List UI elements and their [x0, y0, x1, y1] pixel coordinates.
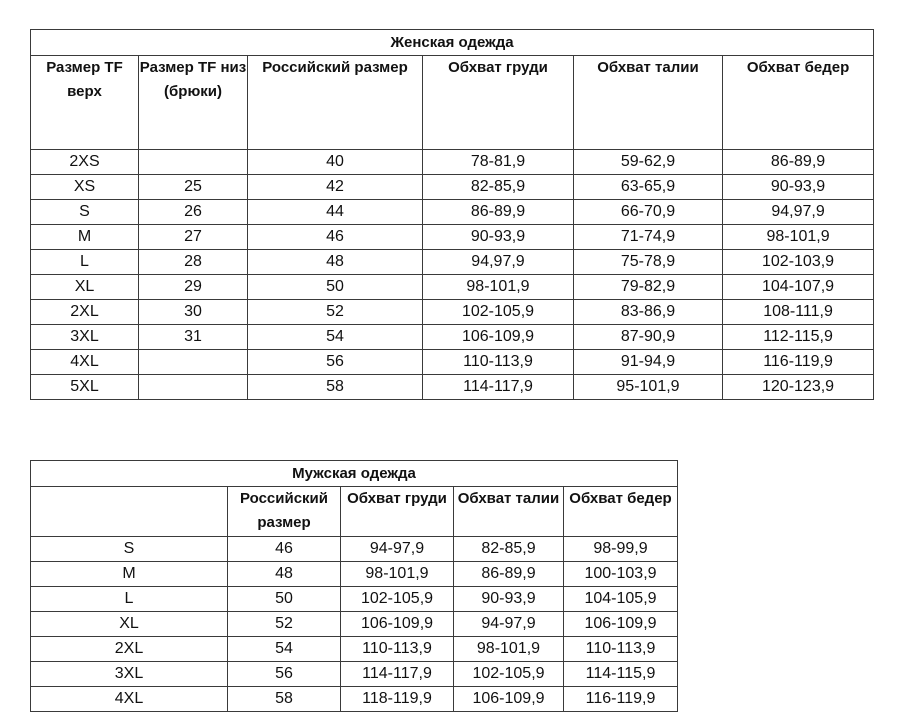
table-cell: 90-93,9 [723, 175, 874, 200]
women-column-header: Обхват талии [574, 56, 723, 150]
table-cell: 86-89,9 [423, 200, 574, 225]
table-cell: 102-105,9 [454, 662, 564, 687]
table-cell: 86-89,9 [723, 150, 874, 175]
table-cell: 25 [139, 175, 248, 200]
table-cell: 66-70,9 [574, 200, 723, 225]
table-cell: 3XL [31, 325, 139, 350]
table-cell: 102-103,9 [723, 250, 874, 275]
men-column-header [31, 487, 228, 537]
table-cell: 63-65,9 [574, 175, 723, 200]
table-cell: 91-94,9 [574, 350, 723, 375]
table-cell: 116-119,9 [723, 350, 874, 375]
table-cell: 98-101,9 [341, 562, 454, 587]
table-cell: 87-90,9 [574, 325, 723, 350]
table-cell: 98-101,9 [423, 275, 574, 300]
table-cell: 27 [139, 225, 248, 250]
table-row [31, 637, 678, 662]
table-cell: 106-109,9 [341, 612, 454, 637]
table-cell: 98-101,9 [723, 225, 874, 250]
table-cell: 110-113,9 [341, 637, 454, 662]
table-cell: 112-115,9 [723, 325, 874, 350]
table-cell: 44 [248, 200, 423, 225]
table-row [31, 537, 678, 562]
table-row [31, 325, 874, 350]
table-cell: M [31, 225, 139, 250]
women-column-header: Размер TF низ (брюки) [139, 56, 248, 150]
table-cell: 58 [248, 375, 423, 400]
table-row [31, 225, 874, 250]
table-cell: 104-105,9 [564, 587, 678, 612]
table-cell: 30 [139, 300, 248, 325]
table-cell: 50 [248, 275, 423, 300]
table-cell: 2XL [31, 300, 139, 325]
table-cell: 46 [248, 225, 423, 250]
women-column-header: Российский размер [248, 56, 423, 150]
table-row [31, 175, 874, 200]
table-cell: S [31, 537, 228, 562]
table-cell: 98-101,9 [454, 637, 564, 662]
men-header-row [31, 487, 678, 537]
table-cell: 2XS [31, 150, 139, 175]
table-cell: 48 [228, 562, 341, 587]
table-cell: 54 [248, 325, 423, 350]
table-cell: 104-107,9 [723, 275, 874, 300]
table-cell: 94,97,9 [423, 250, 574, 275]
men-table-body [31, 537, 678, 712]
table-cell: XL [31, 612, 228, 637]
table-cell: 94-97,9 [454, 612, 564, 637]
table-cell: 120-123,9 [723, 375, 874, 400]
table-cell: 48 [248, 250, 423, 275]
table-row [31, 300, 874, 325]
table-cell: 106-109,9 [423, 325, 574, 350]
table-cell: 79-82,9 [574, 275, 723, 300]
table-cell: 114-117,9 [423, 375, 574, 400]
table-cell: 56 [248, 350, 423, 375]
table-cell: 54 [228, 637, 341, 662]
table-cell: 28 [139, 250, 248, 275]
women-size-table [30, 29, 874, 400]
women-column-header: Размер TF верх [31, 56, 139, 150]
table-cell: 118-119,9 [341, 687, 454, 712]
table-cell: L [31, 587, 228, 612]
table-cell: 98-99,9 [564, 537, 678, 562]
table-cell: 114-117,9 [341, 662, 454, 687]
women-column-header: Обхват груди [423, 56, 574, 150]
table-row [31, 275, 874, 300]
table-cell: 42 [248, 175, 423, 200]
women-column-header: Обхват бедер [723, 56, 874, 150]
women-table-body [31, 150, 874, 400]
table-cell: 26 [139, 200, 248, 225]
table-cell: 31 [139, 325, 248, 350]
table-cell: 90-93,9 [454, 587, 564, 612]
table-row [31, 687, 678, 712]
men-column-header: Обхват талии [454, 487, 564, 537]
table-row [31, 587, 678, 612]
table-cell: 75-78,9 [574, 250, 723, 275]
table-row [31, 150, 874, 175]
table-cell: 4XL [31, 687, 228, 712]
men-column-header: Российский размер [228, 487, 341, 537]
men-table-title: Мужская одежда [31, 461, 678, 487]
table-cell: 82-85,9 [423, 175, 574, 200]
men-column-header: Обхват груди [341, 487, 454, 537]
table-cell: 52 [248, 300, 423, 325]
table-cell: 90-93,9 [423, 225, 574, 250]
table-cell: 78-81,9 [423, 150, 574, 175]
table-cell: 106-109,9 [454, 687, 564, 712]
table-cell [139, 150, 248, 175]
table-row [31, 200, 874, 225]
table-cell: 110-113,9 [423, 350, 574, 375]
table-cell: L [31, 250, 139, 275]
table-cell: 94,97,9 [723, 200, 874, 225]
table-cell: S [31, 200, 139, 225]
table-cell: 4XL [31, 350, 139, 375]
table-cell: 3XL [31, 662, 228, 687]
table-cell: M [31, 562, 228, 587]
women-table-title: Женская одежда [31, 30, 874, 56]
table-cell: 108-111,9 [723, 300, 874, 325]
table-cell: 110-113,9 [564, 637, 678, 662]
table-cell: 56 [228, 662, 341, 687]
table-cell: 102-105,9 [341, 587, 454, 612]
table-row [31, 250, 874, 275]
table-cell: 95-101,9 [574, 375, 723, 400]
table-cell: 46 [228, 537, 341, 562]
table-cell: 94-97,9 [341, 537, 454, 562]
table-cell: 116-119,9 [564, 687, 678, 712]
table-cell: 102-105,9 [423, 300, 574, 325]
table-cell: XS [31, 175, 139, 200]
table-cell: 58 [228, 687, 341, 712]
table-row [31, 612, 678, 637]
table-cell: XL [31, 275, 139, 300]
table-cell [139, 350, 248, 375]
table-cell: 100-103,9 [564, 562, 678, 587]
table-row [31, 562, 678, 587]
women-header-row [31, 56, 874, 150]
table-cell: 83-86,9 [574, 300, 723, 325]
men-size-table [30, 460, 678, 712]
table-cell: 40 [248, 150, 423, 175]
table-cell: 106-109,9 [564, 612, 678, 637]
table-cell: 29 [139, 275, 248, 300]
table-cell: 71-74,9 [574, 225, 723, 250]
table-row [31, 375, 874, 400]
table-cell [139, 375, 248, 400]
table-cell: 5XL [31, 375, 139, 400]
table-cell: 86-89,9 [454, 562, 564, 587]
table-cell: 2XL [31, 637, 228, 662]
men-column-header: Обхват бедер [564, 487, 678, 537]
table-cell: 82-85,9 [454, 537, 564, 562]
table-cell: 59-62,9 [574, 150, 723, 175]
table-cell: 52 [228, 612, 341, 637]
table-cell: 50 [228, 587, 341, 612]
table-cell: 114-115,9 [564, 662, 678, 687]
table-row [31, 662, 678, 687]
table-row [31, 350, 874, 375]
